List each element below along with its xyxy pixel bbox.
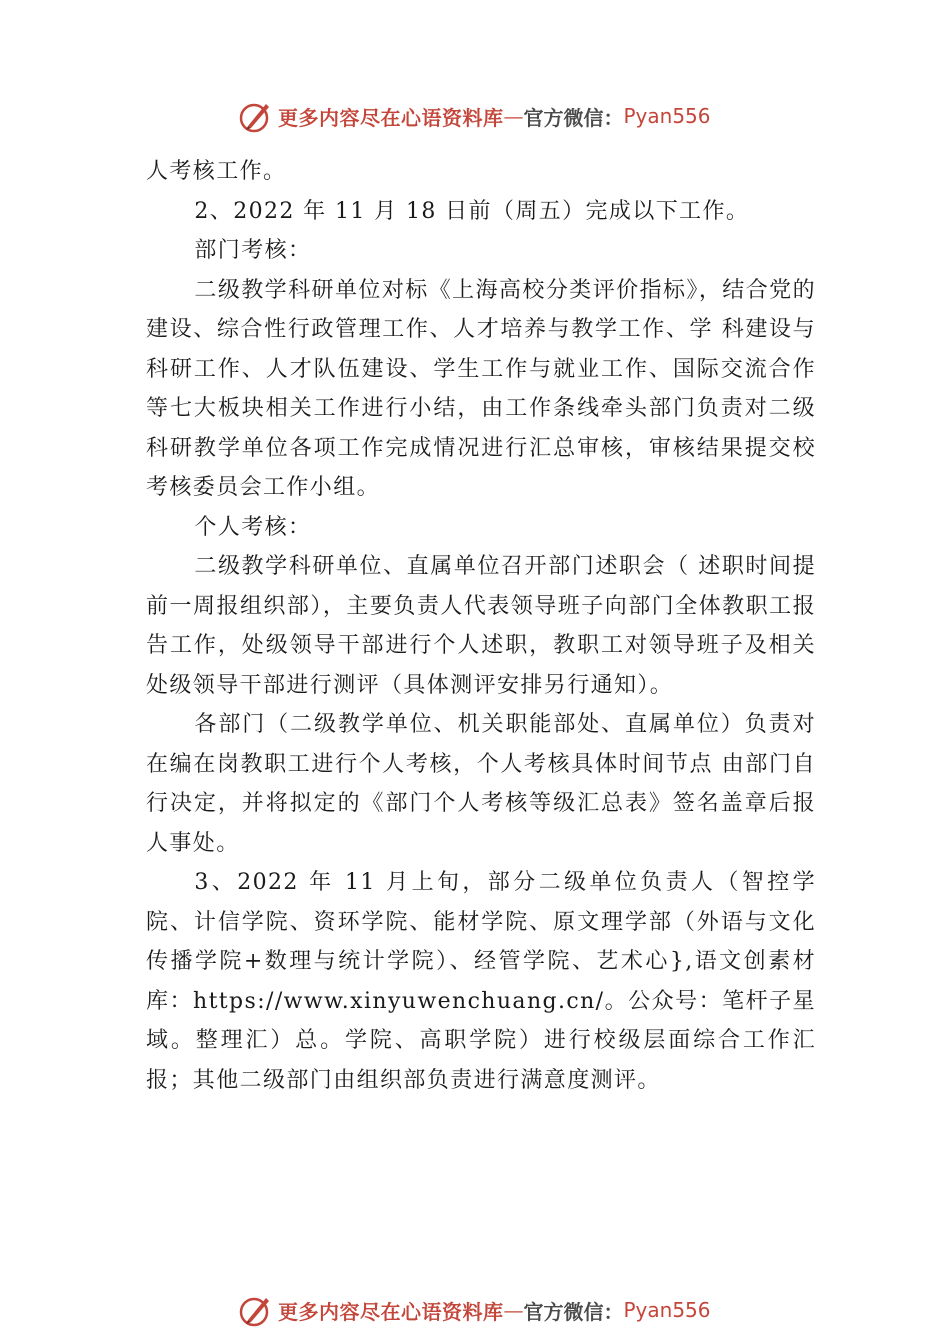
pen-logo-icon bbox=[238, 1292, 274, 1328]
paragraph-individual-assessment: 二级教学科研单位、直属单位召开部门述职会（ 述职时间提前一周报组织部），主要负责人代表领导班子向部门全体教职工报告工作，处级领导干部进行个人述职，教职工对领导班子及相关处级领导干部进行测评（具体测评安排另行通知）。 bbox=[146, 554, 816, 698]
banner-wechat-id: Pyan556 bbox=[623, 104, 711, 128]
banner-wechat-label: 官方微信： bbox=[523, 105, 624, 130]
header-banner bbox=[238, 96, 758, 136]
paragraph-department-assessment: 二级教学科研单位对标《上海高校分类评价指标》，结合党的建设、综合性行政管理工作、人才培养与教学工作、学 科建设与科研工作、人才队伍建设、学生工作与就业工作、国际交流合作等七大板块相关工作进行小结，由工作条线牵头部门负责对二级科研教学单位各项工作完成情况进行汇总审核，审核结果提交校考核委员会工作小组。 bbox=[146, 277, 816, 500]
banner-wechat-label: 官方微信： bbox=[523, 1299, 624, 1324]
paragraph-item-3: 3、2022 年 11 月上旬，部分二级单位负责人（智控学院、计信学院、资环学院、能材学院、原文理学部（外语与文化传播学院+数理与统计学院）、经管学院、艺术心},语文创素材库：https://www.xinyuwenchuang.cn/。公众号：笔杆子星域。整理汇）总。学院、高职学院）进行校级层面综合工作汇报；其他二级部门由组织部负责进行满意度测评。 bbox=[146, 870, 816, 1093]
section-heading-department: 部门考核： bbox=[194, 238, 312, 263]
banner-title: 更多内容尽在心语资料库 bbox=[278, 105, 504, 130]
paragraph-1: 人考核工作。 bbox=[146, 159, 287, 184]
section-heading-individual: 个人考核： bbox=[194, 514, 312, 540]
footer-banner bbox=[238, 1290, 758, 1330]
document-body bbox=[146, 152, 816, 1100]
paragraph-2: 2、2022 年 11 月 18 日前（周五）完成以下工作。 bbox=[194, 198, 750, 224]
pen-logo-icon bbox=[238, 98, 274, 134]
paragraph-department-responsibility: 各部门（二级教学单位、机关职能部处、直属单位）负责对在编在岗教职工进行个人考核，个人考核具体时间节点 由部门自行决定，并将拟定的《部门个人考核等级汇总表》签名盖章后报人事处。 bbox=[146, 712, 816, 856]
banner-dash: — bbox=[503, 104, 524, 128]
banner-dash: — bbox=[503, 1298, 524, 1322]
banner-title: 更多内容尽在心语资料库 bbox=[278, 1299, 504, 1324]
banner-wechat-id: Pyan556 bbox=[623, 1298, 711, 1322]
